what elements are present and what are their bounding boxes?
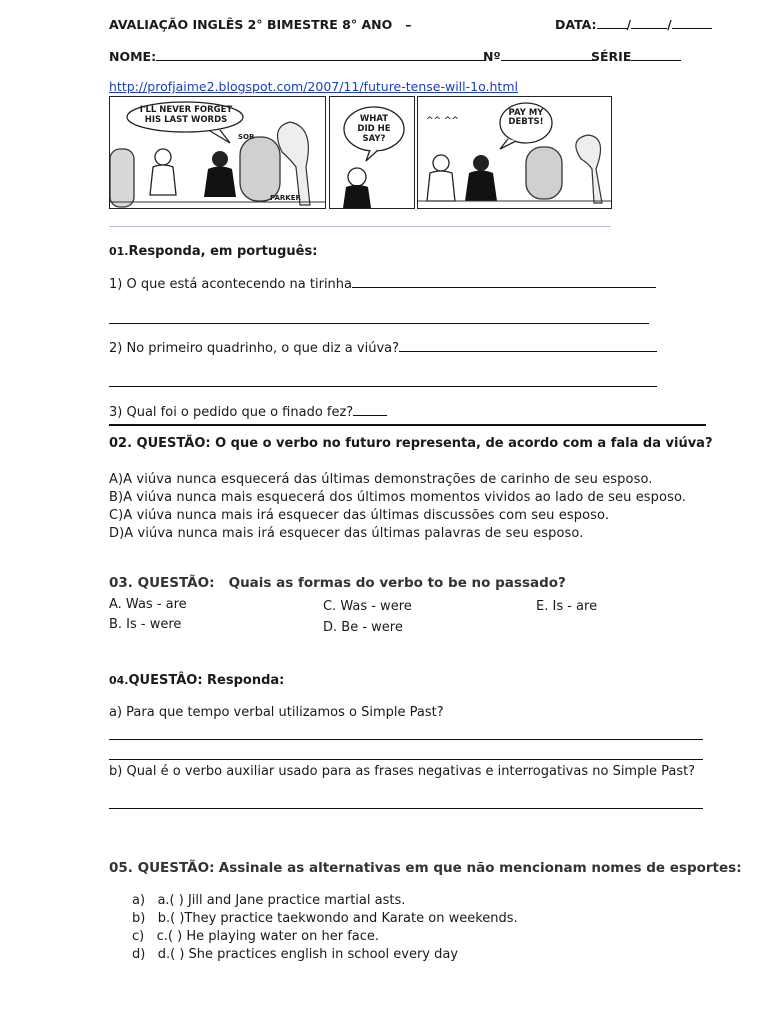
q04-answer-line-3[interactable] xyxy=(109,808,703,809)
source-link[interactable]: http://profjaime2.blogspot.com/2007/11/future-tense-will-1o.html xyxy=(109,79,518,94)
q01-item-1: 1) O que está acontecendo na tirinha xyxy=(109,277,656,292)
exam-title: AVALIAÇÃO INGLÊS 2° BIMESTRE 8° ANO – xyxy=(109,17,412,32)
q03-option-d[interactable]: D. Be - were xyxy=(323,620,403,635)
q01-item-3: 3) Qual foi o pedido que o finado fez? xyxy=(109,405,387,420)
q03-option-c[interactable]: C. Was - were xyxy=(323,599,412,614)
comic-panel-2-balloon: WHAT DID HE SAY? xyxy=(357,114,391,144)
q01-title: 01.Responda, em português: xyxy=(109,244,318,259)
section-divider xyxy=(109,424,706,426)
tree-icon xyxy=(278,122,311,205)
date-field[interactable]: DATA: / / xyxy=(555,17,712,32)
q03-title: 03. QUESTÃO: Quais as formas do verbo to be no passado? xyxy=(109,575,566,591)
tree-icon xyxy=(576,135,602,203)
gravestone-1-icon xyxy=(110,149,134,207)
q01-answer-line-2[interactable] xyxy=(109,386,657,387)
q04-answer-line-2[interactable] xyxy=(109,759,703,760)
q04-title: 04.QUESTÂO: Responda: xyxy=(109,673,285,688)
q01-item-2: 2) No primeiro quadrinho, o que diz a viúva? xyxy=(109,341,657,356)
q05-item-d[interactable]: d) d.( ) She practices english in school every day xyxy=(132,947,459,962)
comic-panel-1 xyxy=(109,96,326,209)
q04-item-b: b) Qual é o verbo auxiliar usado para as frases negativas e interrogativas no Simple Past? xyxy=(109,764,696,779)
q05-item-b[interactable]: b) b.( )They practice taekwondo and Karate on weekends. xyxy=(132,911,518,926)
q02-title: 02. QUESTÃO: O que o verbo no futuro representa, de acordo com a fala da viúva? xyxy=(109,436,713,451)
q02-option-b[interactable]: B)A viúva nunca mais esquecerá dos últimos momentos vividos ao lado de seu esposo. xyxy=(109,490,687,505)
q04-answer-line-1[interactable] xyxy=(109,739,703,740)
comic-panel-3-balloon: PAY MY DEBTS! xyxy=(508,108,544,127)
comic-strip xyxy=(109,96,611,210)
svg-text:^^ ^^: ^^ ^^ xyxy=(426,116,460,126)
q05-item-a[interactable]: a) a.( ) Jill and Jane practice martial asts. xyxy=(132,893,406,908)
number-field[interactable]: Nº xyxy=(483,49,597,64)
comic-panel-3 xyxy=(417,96,612,209)
series-field[interactable]: SÉRIE xyxy=(591,49,681,64)
q03-option-b[interactable]: B. Is - were xyxy=(109,617,182,632)
q02-option-c[interactable]: C)A viúva nunca mais irá esquecer das últimas discussões com seu esposo. xyxy=(109,508,610,523)
gravestone-2-icon xyxy=(240,137,280,201)
comic-signature: PARKER xyxy=(270,194,301,202)
name-field[interactable]: NOME: xyxy=(109,49,486,64)
comic-panel-1-balloon: I'LL NEVER FORGET HIS LAST WORDS xyxy=(139,105,233,125)
gravestone-3-icon xyxy=(526,147,562,199)
comic-panel-1-sob: SOB xyxy=(238,133,255,141)
q03-option-a[interactable]: A. Was - are xyxy=(109,597,187,612)
source-link-wrap xyxy=(109,79,518,94)
q01-answer-line-1[interactable] xyxy=(109,323,649,324)
q04-item-a: a) Para que tempo verbal utilizamos o Simple Past? xyxy=(109,705,444,720)
q02-option-d[interactable]: D)A viúva nunca mais irá esquecer das últimas palavras de seu esposo. xyxy=(109,526,584,541)
separator-line xyxy=(109,226,611,227)
q02-option-a[interactable]: A)A viúva nunca esquecerá das últimas demonstrações de carinho de seu esposo. xyxy=(109,472,653,487)
comic-panel-2 xyxy=(329,96,415,209)
q05-item-c[interactable]: c) c.( ) He playing water on her face. xyxy=(132,929,380,944)
q03-option-e[interactable]: E. Is - are xyxy=(536,599,598,614)
q05-title: 05. QUESTÃO: Assinale as alternativas em que não mencionam nomes de esportes: xyxy=(109,860,742,876)
